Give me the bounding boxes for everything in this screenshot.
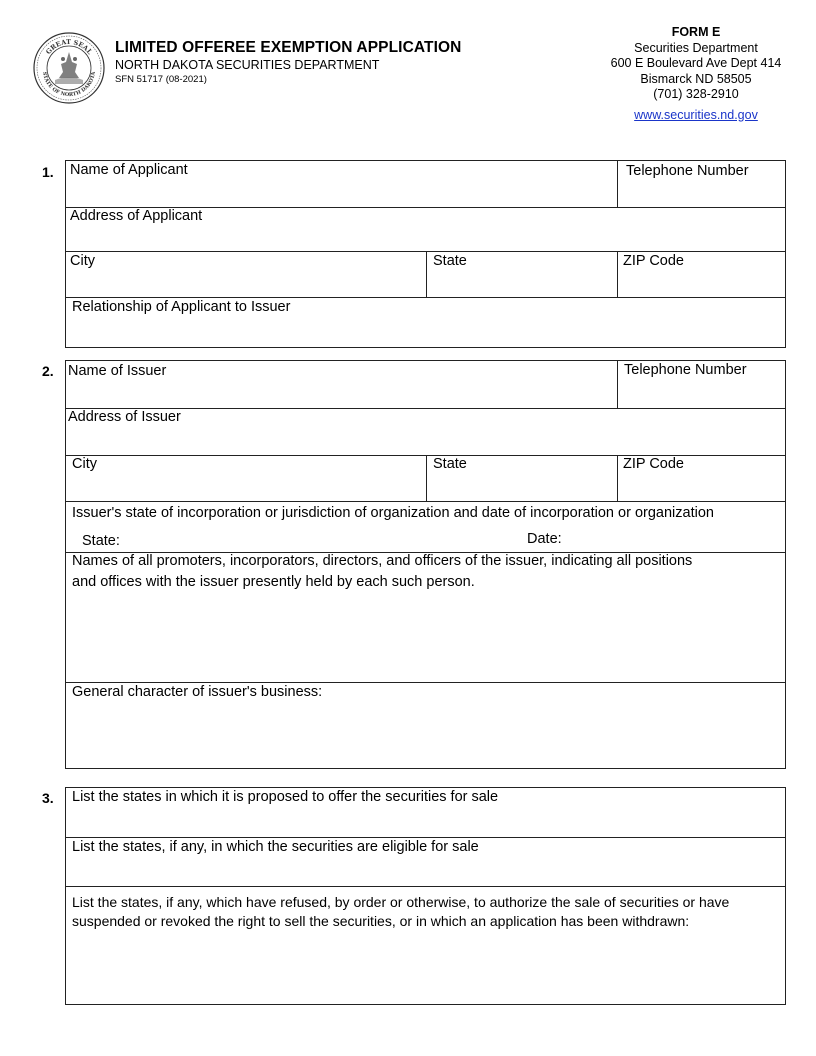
issuer-officers-field[interactable] [65, 552, 786, 683]
agency-address-line1: 600 E Boulevard Ave Dept 414 [610, 56, 782, 70]
applicant-address-label: Address of Applicant [70, 208, 203, 224]
issuer-state-field[interactable] [426, 455, 618, 502]
agency-address-line2: Bismarck ND 58505 [640, 71, 752, 86]
form-title: LIMITED OFFEREE EXEMPTION APPLICATION [115, 39, 462, 56]
issuer-business-field[interactable] [65, 682, 786, 769]
applicant-zip-field[interactable] [617, 251, 786, 298]
section-1-number: 1. [42, 164, 54, 180]
proposed-states-label: List the states in which it is proposed to offer the securities for sale [72, 789, 499, 805]
agency-contact-block [590, 25, 802, 123]
issuer-city-field[interactable] [65, 455, 427, 502]
agency-phone: (701) 328-2910 [653, 87, 739, 101]
eligible-states-field[interactable] [65, 837, 786, 887]
issuer-zip-field[interactable] [617, 455, 786, 502]
proposed-states-field[interactable] [65, 787, 786, 838]
issuer-city-label: City [72, 456, 97, 472]
issuer-phone-label: Telephone Number [624, 362, 747, 378]
issuer-address-label: Address of Issuer [68, 409, 181, 425]
refused-states-field[interactable] [65, 886, 786, 1005]
form-tag: FORM E [671, 25, 721, 39]
applicant-relationship-label: Relationship of Applicant to Issuer [72, 299, 291, 315]
department-name: NORTH DAKOTA SECURITIES DEPARTMENT [115, 58, 380, 72]
eligible-states-label: List the states, if any, in which the securities are eligible for sale [72, 839, 479, 855]
applicant-phone-field[interactable] [617, 160, 786, 208]
applicant-name-field[interactable] [65, 160, 618, 208]
applicant-address-field[interactable] [65, 207, 786, 252]
section-3-number: 3. [42, 790, 54, 806]
section-2-number: 2. [42, 363, 54, 379]
issuer-incorporation-label: Issuer's state of incorporation or jurisdiction of organization and date of incorporation or organization [72, 505, 714, 521]
svg-text:STATE OF NORTH DAKOTA: STATE OF NORTH DAKOTA [41, 71, 97, 99]
issuer-officers-label: Names of all promoters, incorporators, directors, and officers of the issuer, indicating all positions and offices with the issuer presently held by each such person. [72, 553, 693, 590]
form-number: SFN 51717 (08-2021) [115, 74, 207, 85]
state-seal-icon [33, 32, 105, 104]
issuer-business-label: General character of issuer's business: [72, 684, 323, 700]
applicant-phone-label: Telephone Number [626, 163, 749, 179]
issuer-address-field[interactable] [65, 408, 786, 456]
applicant-city-label: City [70, 253, 95, 269]
incorporation-state-label: State: [82, 533, 120, 549]
applicant-state-label: State [433, 253, 467, 269]
incorporation-date-label: Date: [527, 531, 562, 547]
issuer-zip-label: ZIP Code [623, 456, 684, 472]
issuer-phone-field[interactable] [617, 360, 786, 409]
svg-text:GREAT SEAL: GREAT SEAL [44, 37, 94, 56]
applicant-zip-label: ZIP Code [623, 253, 684, 269]
applicant-relationship-field[interactable] [65, 297, 786, 348]
applicant-city-field[interactable] [65, 251, 427, 298]
refused-states-label: List the states, if any, which have refused, by order or otherwise, to authorize the sale of securities or have suspended or revoked the right to sell the securities, or in which an application has been withdrawn: [72, 894, 730, 929]
issuer-incorporation-field[interactable] [65, 501, 786, 553]
issuer-state-label: State [433, 456, 467, 472]
agency-name: Securities Department [634, 40, 758, 55]
issuer-name-label: Name of Issuer [68, 363, 167, 379]
agency-website-link[interactable]: www.securities.nd.gov [634, 107, 758, 122]
applicant-name-label: Name of Applicant [70, 162, 188, 178]
applicant-state-field[interactable] [426, 251, 618, 298]
issuer-name-field[interactable] [65, 360, 618, 409]
